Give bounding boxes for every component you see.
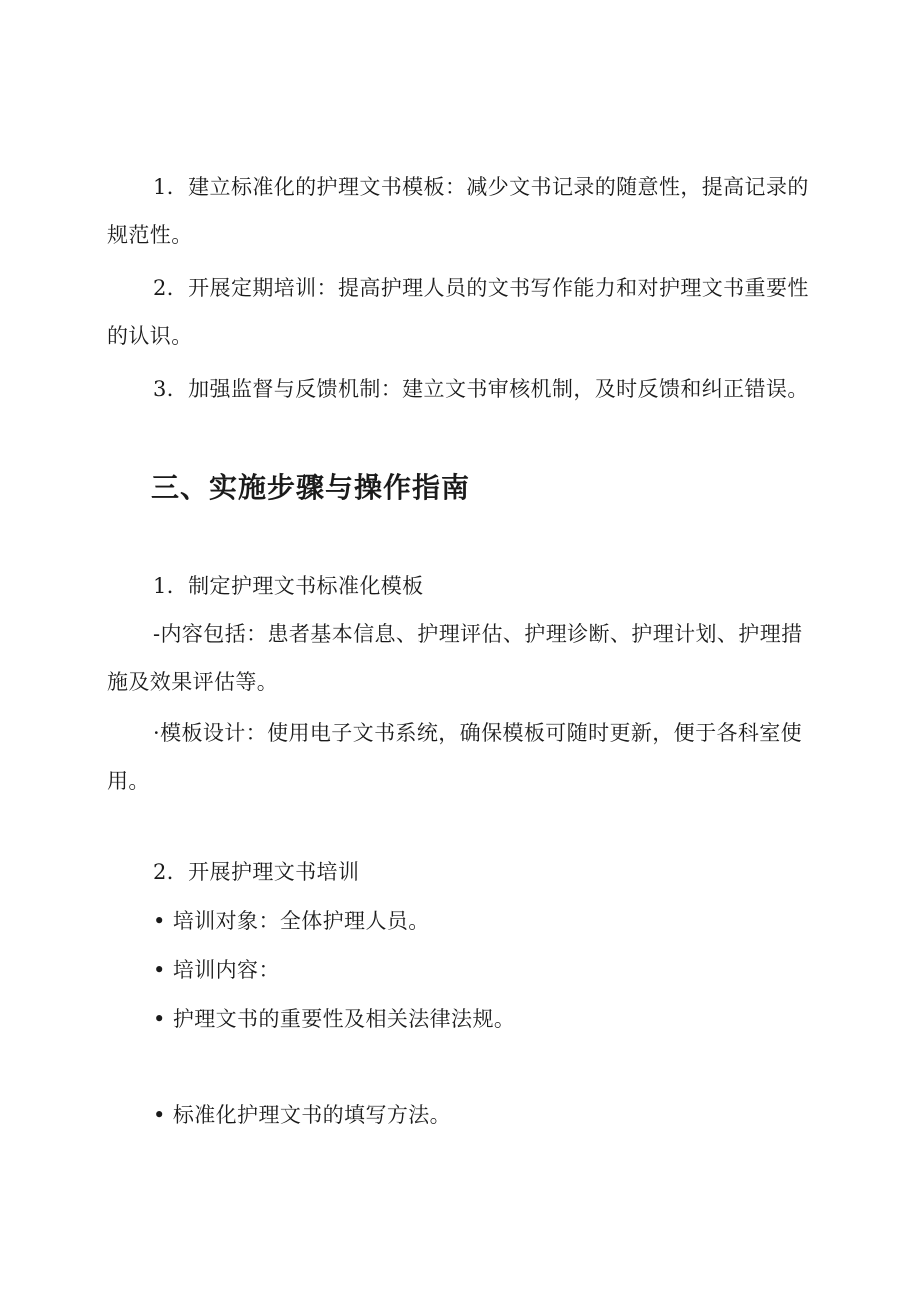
step-1-title: 1．制定护理文书标准化模板 [153, 574, 424, 598]
list-item-training: 2．开展定期培训：提高护理人员的文书写作能力和对护理文书重要性的认识。 [107, 276, 809, 348]
step-1-design: ·模板设计：使用电子文书系统，确保模板可随时更新，便于各科室使用。 [107, 721, 803, 793]
step-2-content-item-1: • 护理文书的重要性及相关法律法规。 [153, 1007, 516, 1031]
list-item-template: 1．建立标准化的护理文书模板：减少文书记录的随意性，提高记录的规范性。 [107, 175, 809, 247]
step-2-content-item-2: • 标准化护理文书的填写方法。 [153, 1103, 452, 1127]
step-2-title: 2．开展护理文书培训 [153, 860, 360, 884]
step-2-target: • 培训对象：全体护理人员。 [153, 909, 430, 933]
section-heading: 三、实施步骤与操作指南 [151, 471, 471, 504]
step-2-content-label: • 培训内容： [153, 958, 280, 982]
step-1-content: -内容包括：患者基本信息、护理评估、护理诊断、护理计划、护理措施及效果评估等。 [107, 622, 803, 694]
list-item-supervision: 3．加强监督与反馈机制：建立文书审核机制，及时反馈和纠正错误。 [153, 377, 809, 401]
